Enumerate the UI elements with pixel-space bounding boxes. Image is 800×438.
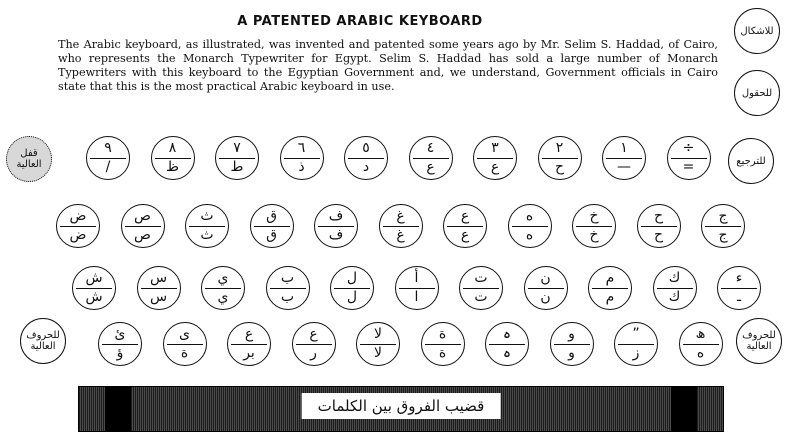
shift-key-right: للحروف العالية <box>736 318 782 364</box>
key-lower-char: ل <box>346 289 358 305</box>
row1-key-4 <box>280 136 324 180</box>
row2-key-9 <box>572 204 616 248</box>
key-upper-char: ھ <box>695 326 706 342</box>
key-upper-char: ج <box>718 208 728 224</box>
key-lower-char: و <box>568 345 575 361</box>
row3-key-1 <box>72 266 116 310</box>
row4-key-8 <box>550 322 594 366</box>
key-lower-char: ج <box>718 227 728 243</box>
row2-key-5 <box>314 204 358 248</box>
key-lower-char: س <box>149 289 168 305</box>
key-lower-char: لا <box>374 345 382 361</box>
row4-key-9 <box>614 322 658 366</box>
row2-key-6 <box>379 204 423 248</box>
row4-key-5 <box>356 322 400 366</box>
key-upper-char: ٥ <box>362 140 370 156</box>
shift-key-left: للحروف العالية <box>20 318 66 364</box>
space-bar-label: قضيب الفروق بين الكلمات <box>302 393 501 419</box>
key-lower-char: ق <box>266 227 277 243</box>
key-upper-char: ل <box>346 270 358 286</box>
key-upper-char: ٧ <box>233 140 241 156</box>
row4-key-4 <box>292 322 336 366</box>
row2-key-10 <box>637 204 681 248</box>
row4-key-1 <box>98 322 142 366</box>
key-upper-char: غ <box>396 208 405 224</box>
row2-key-1 <box>56 204 100 248</box>
row1-key-2 <box>151 136 195 180</box>
shift-lock-key: قفل العالية <box>6 136 52 182</box>
key-lower-char: ظ <box>166 159 179 175</box>
key-lower-char: ط <box>230 159 244 175</box>
key-upper-char: ٢ <box>555 140 564 156</box>
row3-key-11 <box>717 266 761 310</box>
key-lower-char: ـ <box>736 289 742 305</box>
row3-key-3 <box>201 266 245 310</box>
key-lower-char: ع <box>490 159 500 175</box>
row4-key-6 <box>421 322 465 366</box>
key-lower-char: ب <box>280 289 295 305</box>
key-lower-char: بر <box>243 345 255 361</box>
key-lower-char: ع <box>426 159 435 175</box>
page-title: A PATENTED ARABIC KEYBOARD <box>237 14 483 29</box>
key-upper-char: ٨ <box>168 140 177 156</box>
row2-key-11 <box>701 204 745 248</box>
key-upper-char: خ <box>589 208 599 224</box>
row1-key-10 <box>667 136 711 180</box>
key-upper-char: ٤ <box>426 140 435 156</box>
row2-key-7 <box>443 204 487 248</box>
key-upper-char: ض <box>69 208 87 224</box>
key-lower-char: ض <box>69 227 87 243</box>
key-lower-char: ك <box>668 289 681 305</box>
key-upper-char: ن <box>540 270 551 286</box>
row3-key-2 <box>137 266 181 310</box>
row2-key-2 <box>121 204 165 248</box>
corner-key-2: للحقول <box>734 70 780 116</box>
row4-key-3 <box>227 322 271 366</box>
key-lower-char: ح <box>554 159 565 175</box>
key-upper-char: ح <box>653 208 664 224</box>
key-lower-char: = <box>682 159 695 175</box>
key-upper-char: ع <box>460 208 470 224</box>
key-upper-char: ٦ <box>297 140 306 156</box>
key-lower-char: ث <box>200 227 214 243</box>
key-lower-char: — <box>617 159 631 175</box>
key-upper-char: ة <box>438 326 447 342</box>
key-upper-char: ب <box>280 270 295 286</box>
key-upper-char: لا <box>374 326 382 342</box>
space-bar-end-right <box>671 387 697 431</box>
key-upper-char: ت <box>474 270 488 286</box>
row1-key-7 <box>473 136 517 180</box>
row3-key-4 <box>266 266 310 310</box>
key-upper-char: ٣ <box>491 140 499 156</box>
key-lower-char: د <box>362 159 370 175</box>
row1-key-1 <box>86 136 130 180</box>
key-lower-char: ا <box>414 289 419 305</box>
key-upper-char: ہ <box>502 326 512 342</box>
corner-key-1: للاشكال <box>734 8 780 54</box>
key-lower-char: ي <box>217 289 229 305</box>
key-lower-char: ذ <box>298 159 305 175</box>
key-lower-char: غ <box>396 227 405 243</box>
space-bar-end-left <box>105 387 131 431</box>
space-bar <box>78 386 724 432</box>
key-lower-char: ة <box>438 345 447 361</box>
key-upper-char: ك <box>668 270 681 286</box>
key-upper-char: و <box>568 326 575 342</box>
row1-key-8 <box>538 136 582 180</box>
row3-key-5 <box>330 266 374 310</box>
key-lower-char: ة <box>180 345 189 361</box>
key-lower-char: ف <box>328 227 344 243</box>
row4-key-2 <box>163 322 207 366</box>
key-upper-char: ع <box>244 326 254 342</box>
row3-key-9 <box>588 266 632 310</box>
key-upper-char: أ <box>414 270 419 286</box>
key-upper-char: ” <box>632 326 640 342</box>
key-lower-char: م <box>605 289 615 305</box>
key-lower-char: ت <box>474 289 488 305</box>
backspace-key: للترجيع <box>728 138 774 184</box>
key-lower-char: / <box>105 159 111 175</box>
key-upper-char: ئ <box>114 326 126 342</box>
row2-key-4 <box>250 204 294 248</box>
key-lower-char: ش <box>85 289 103 305</box>
key-lower-char: ص <box>134 227 151 243</box>
key-upper-char: ء <box>735 270 743 286</box>
row4-key-7 <box>485 322 529 366</box>
key-upper-char: ش <box>85 270 103 286</box>
key-upper-char: س <box>149 270 168 286</box>
key-lower-char: ؤ <box>116 345 124 361</box>
key-lower-char: ز <box>632 345 640 361</box>
key-upper-char: ع <box>309 326 318 342</box>
key-upper-char: ه <box>525 208 534 224</box>
key-lower-char: ه <box>525 227 534 243</box>
key-lower-char: خ <box>589 227 599 243</box>
key-lower-char: ح <box>653 227 664 243</box>
row1-key-3 <box>215 136 259 180</box>
row4-key-10 <box>679 322 723 366</box>
key-upper-char: ص <box>134 208 151 224</box>
row1-key-6 <box>409 136 453 180</box>
row2-key-8 <box>508 204 552 248</box>
key-lower-char: ن <box>540 289 551 305</box>
key-upper-char: ي <box>217 270 229 286</box>
row3-key-10 <box>653 266 697 310</box>
key-upper-char: ث <box>200 208 214 224</box>
key-upper-char: ١ <box>620 140 628 156</box>
key-upper-char: ÷ <box>682 140 695 156</box>
key-lower-char: ع <box>460 227 470 243</box>
row1-key-5 <box>344 136 388 180</box>
row2-key-3 <box>185 204 229 248</box>
row3-key-7 <box>459 266 503 310</box>
key-lower-char: ر <box>310 345 317 361</box>
key-upper-char: ى <box>179 326 190 342</box>
row3-key-6 <box>395 266 439 310</box>
key-lower-char: ه <box>696 345 705 361</box>
row1-key-9 <box>602 136 646 180</box>
key-upper-char: م <box>605 270 615 286</box>
key-upper-char: ٩ <box>104 140 112 156</box>
row3-key-8 <box>524 266 568 310</box>
key-upper-char: ق <box>266 208 277 224</box>
key-lower-char: ہ <box>502 345 512 361</box>
description-paragraph: The Arabic keyboard, as illustrated, was invented and patented some years ago by Mr. Selim S. Haddad, of Cairo, who represents the Monarch Typewriter for Egypt. Selim S. Haddad has sold a large number of Monarch Typewriters with this keyboard to the Egyptian Government and, we understand, Government officials in Cairo state that this is the most practical Arabic keyboard in use. <box>58 38 718 93</box>
key-upper-char: ف <box>328 208 344 224</box>
